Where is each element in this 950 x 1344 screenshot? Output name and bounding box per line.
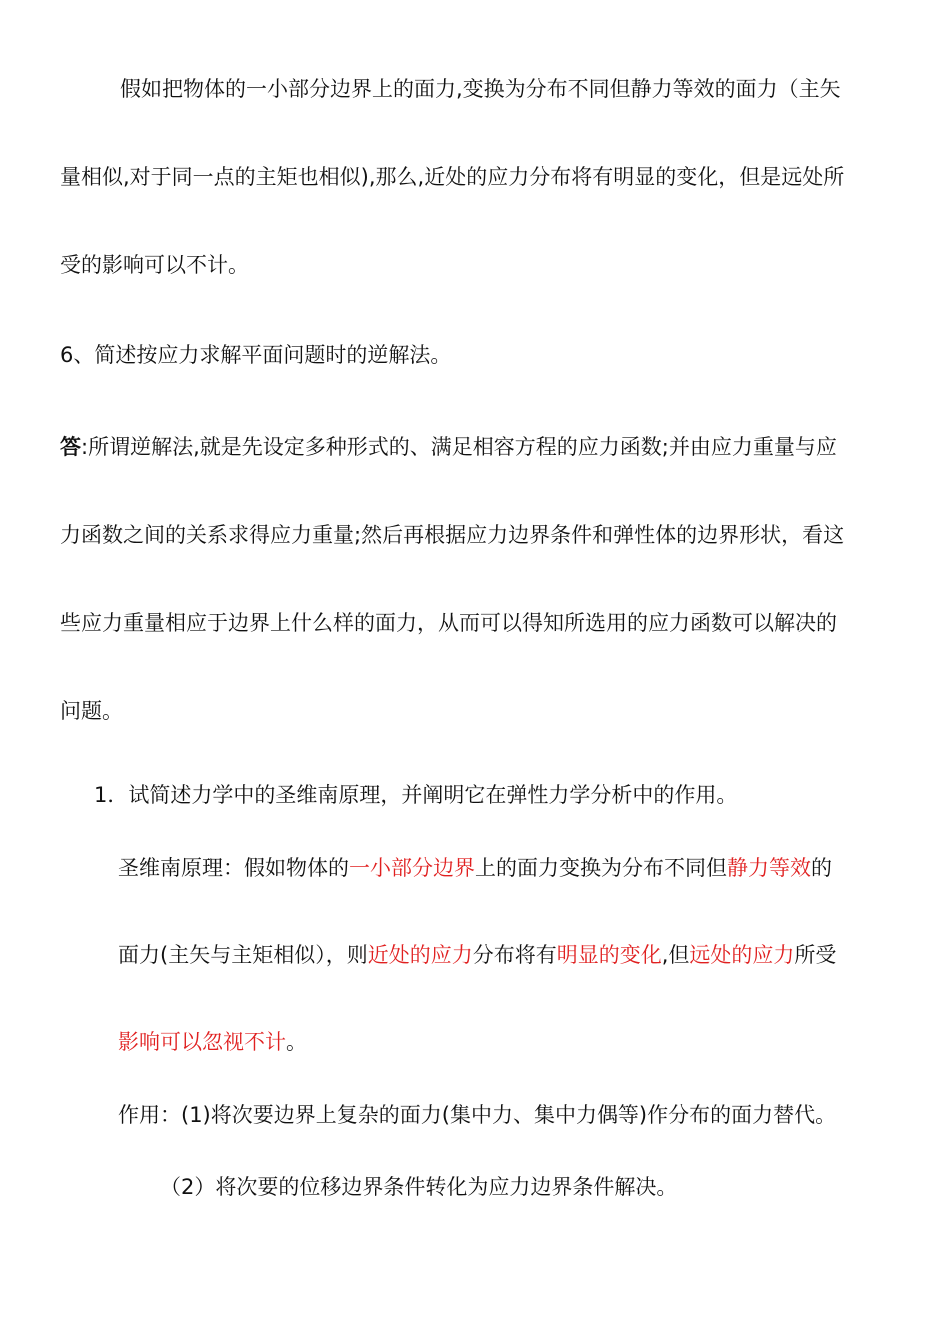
question-1-text: 试简述力学中的圣维南原理，并阐明它在弹性力学分析中的作用。 <box>128 783 738 807</box>
intro-line-2: 量相似,对于同一点的主矩也相似),那么,近处的应力分布将有明显的变化，但是远处所 <box>60 165 845 189</box>
highlight-text: 静力等效 <box>727 856 811 880</box>
highlight-text: 明显的变化 <box>556 943 662 967</box>
principle-line-1 <box>118 853 832 883</box>
principle-text: 圣维南原理：假如物体的 <box>118 856 349 880</box>
effect-line-2: （2）将次要的位移边界条件转化为应力边界条件解决。 <box>160 1175 678 1199</box>
intro-line-1: 假如把物体的一小部分边界上的面力,变换为分布不同但静力等效的面力（主矢 <box>120 77 841 101</box>
principle-line-2 <box>118 940 836 970</box>
principle-text: ,但 <box>661 943 690 967</box>
principle-text: 。 <box>286 1030 307 1054</box>
answer-6-line-4: 问题。 <box>60 699 123 723</box>
principle-text: 上的面力变换为分布不同但 <box>475 856 727 880</box>
answer-label: 答 <box>60 435 81 459</box>
highlight-text: 远处的应力 <box>689 943 795 967</box>
principle-text: 分布将有 <box>472 943 557 967</box>
principle-text: 面力(主矢与主矩相似），则 <box>118 943 368 967</box>
principle-text: 的 <box>811 856 832 880</box>
question-1-number: 1． <box>94 783 129 807</box>
highlight-text: 近处的应力 <box>367 943 473 967</box>
question-6: 6、简述按应力求解平面问题时的逆解法。 <box>60 343 452 367</box>
answer-6-line-1-text: :所谓逆解法,就是先设定多种形式的、满足相容方程的应力函数;并由应力重量与应 <box>81 435 837 459</box>
answer-6-line-2: 力函数之间的关系求得应力重量;然后再根据应力边界条件和弹性体的边界形状，看这 <box>60 523 845 547</box>
answer-6-line-3: 些应力重量相应于边界上什么样的面力，从而可以得知所选用的应力函数可以解决的 <box>60 611 837 635</box>
intro-line-3: 受的影响可以不计。 <box>60 253 249 277</box>
principle-text: 所受 <box>794 943 837 967</box>
principle-line-3 <box>118 1027 307 1057</box>
question-1 <box>94 780 737 810</box>
highlight-text: 影响可以忽视不计 <box>118 1030 286 1054</box>
effect-line-1: 作用：(1)将次要边界上复杂的面力(集中力、集中力偶等)作分布的面力替代。 <box>118 1103 837 1127</box>
answer-6-line-1 <box>60 432 837 462</box>
highlight-text: 一小部分边界 <box>349 856 475 880</box>
